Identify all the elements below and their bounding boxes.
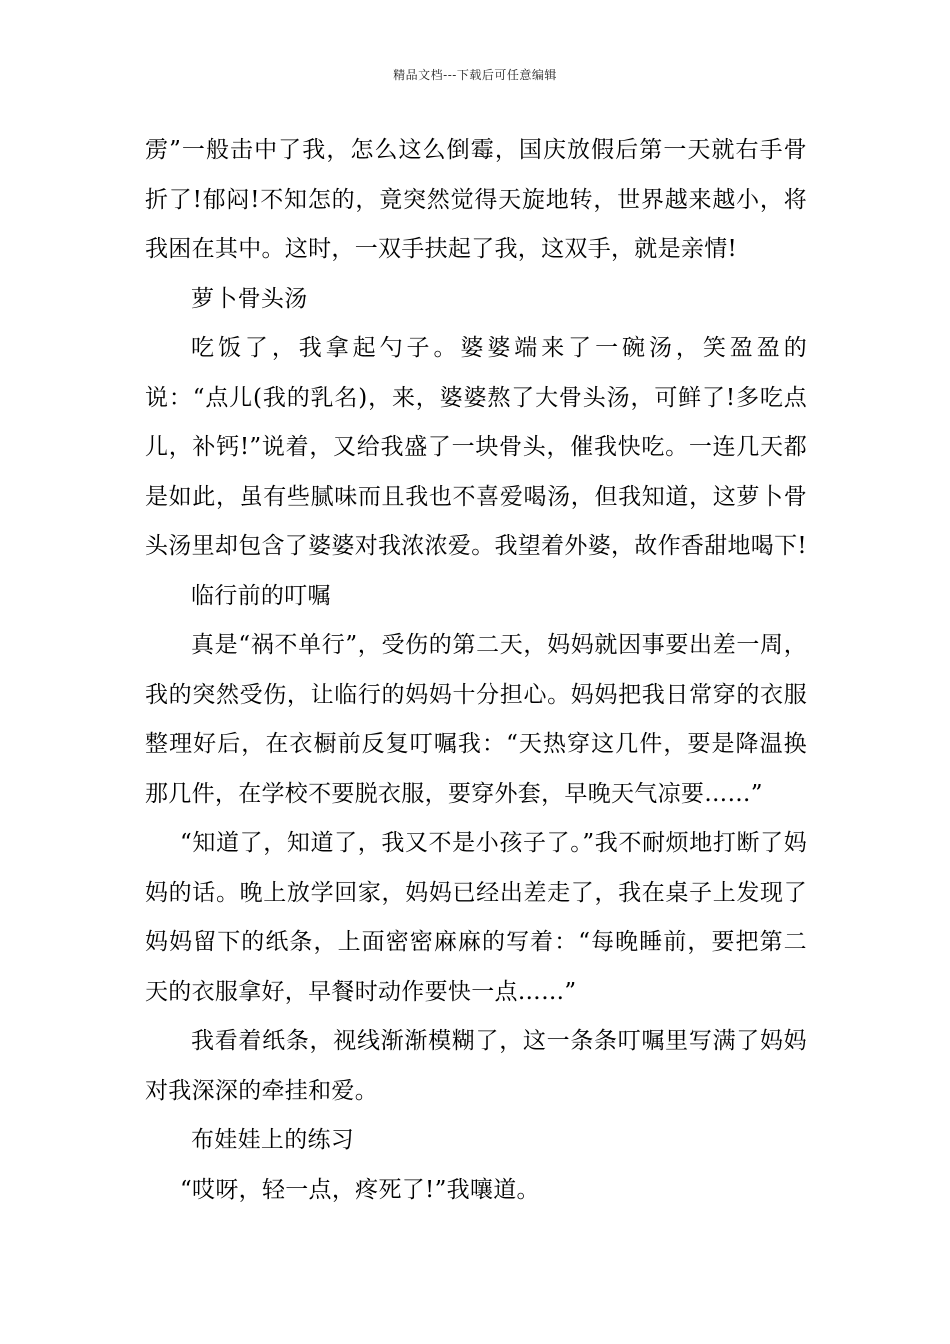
- paragraph-departure-advice: 真是“祸不单行”，受伤的第二天，妈妈就因事要出差一周，我的突然受伤，让临行的妈妈十分担心。妈妈把我日常穿的衣服整理好后，在衣橱前反复叮嘱我：“天热穿这几件，要是降温换那几件，在学校不要脱衣服，要穿外套，早晚天气凉要……”: [145, 632, 807, 807]
- section-heading-doll-practice: 布娃娃上的练习: [191, 1127, 355, 1153]
- document-body: [145, 126, 807, 1215]
- section-heading-departure-advice: 临行前的叮嘱: [191, 582, 331, 609]
- paragraph-continuation: 雳”一般击中了我，怎么这么倒霉，国庆放假后第一天就右手骨折了!郁闷!不知怎的，竟突然觉得天旋地转，世界越来越小，将我困在其中。这时，一双手扶起了我，这双手，就是亲情!: [145, 137, 807, 262]
- paragraph-doll-practice: “哎呀，轻一点，疼死了!”我嚷道。: [180, 1176, 540, 1203]
- paragraph-note-from-mother: “知道了，知道了，我又不是小孩子了。”我不耐烦地打断了妈妈的话。晚上放学回家，妈妈已经出差走了，我在桌子上发现了妈妈留下的纸条，上面密密麻麻的写着：“每晚睡前，要把第二天的衣服拿好，早餐时动作要快一点……”: [145, 830, 807, 1005]
- section-heading-radish-soup: 萝卜骨头汤: [191, 285, 308, 312]
- paragraph-radish-soup: 吃饭了，我拿起勺子。婆婆端来了一碗汤，笑盈盈的说：“点儿(我的乳名)，来，婆婆熬了大骨头汤，可鲜了!多吃点儿，补钙!”说着，又给我盛了一块骨头，催我快吃。一连几天都是如此，虽有些腻味而且我也不喜爱喝汤，但我知道，这萝卜骨头汤里却包含了婆婆对我浓浓爱。我望着外婆，故作香甜地喝下!: [145, 335, 807, 559]
- paragraph-reflection: 我看着纸条，视线渐渐模糊了，这一条条叮嘱里写满了妈妈对我深深的牵挂和爱。: [145, 1028, 807, 1104]
- page-header: 精品文档---下载后可任意编辑: [393, 68, 557, 82]
